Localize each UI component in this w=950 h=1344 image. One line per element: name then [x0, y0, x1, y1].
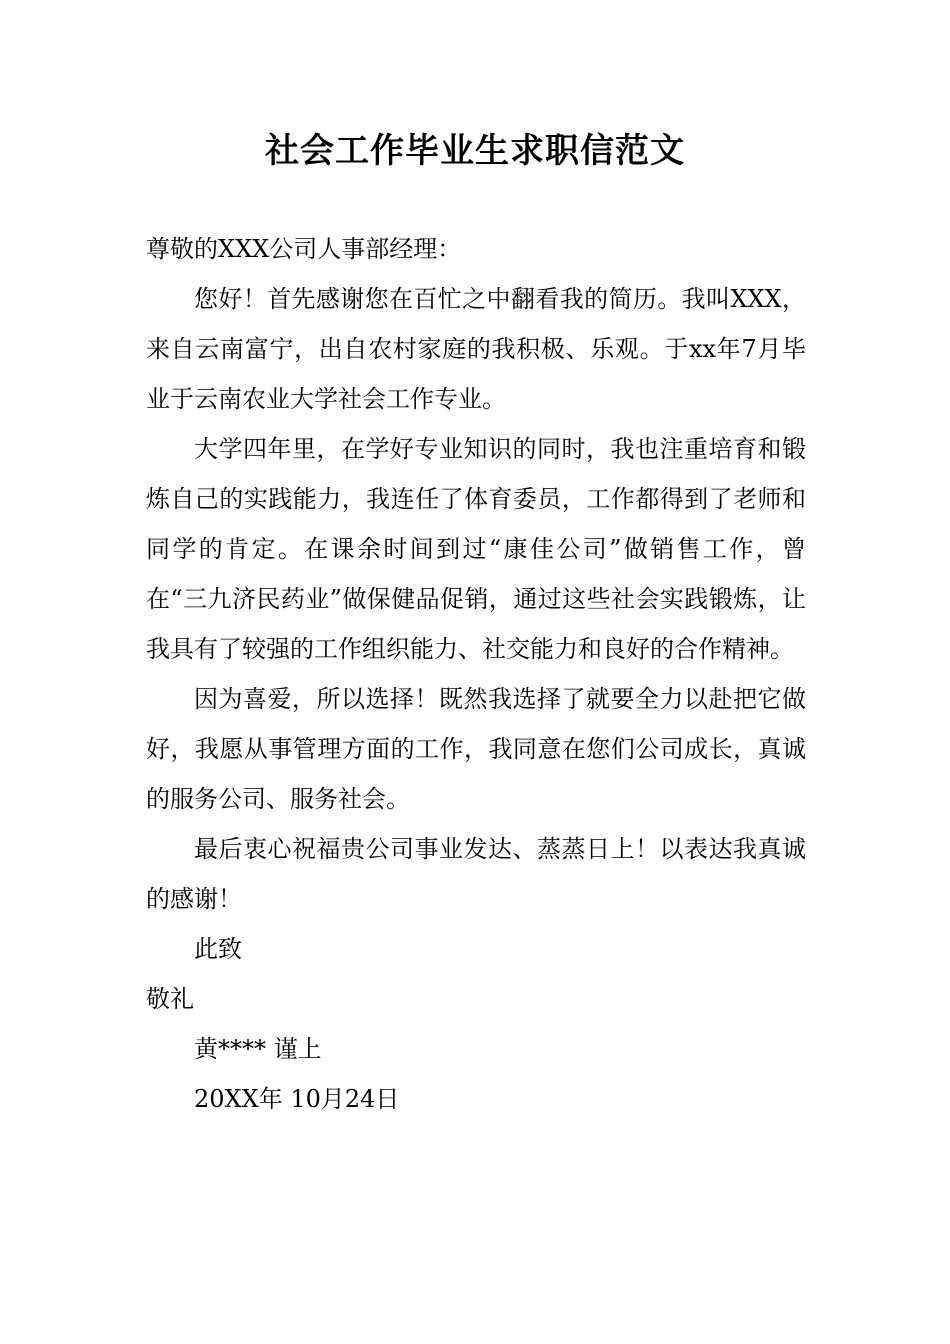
- date: 20XX年 10月24日: [194, 1085, 400, 1113]
- signature: 黄**** 谨上: [194, 1035, 322, 1063]
- document-title: 社会工作毕业生求职信范文: [265, 131, 685, 171]
- paragraph-thanks: 最后衷心祝福贵公司事业发达、蒸蒸日上！以表达我真诚的感谢！: [146, 835, 806, 913]
- letter-body: [146, 224, 806, 1124]
- salutation: 尊敬的XXX公司人事部经理：: [146, 235, 462, 263]
- paragraph-greeting: 您好！首先感谢您在百忙之中翻看我的简历。我叫XXX，来自云南富宁，出自农村家庭的我积极、乐观。于xx年7月毕业于云南农业大学社会工作专业。: [146, 285, 806, 413]
- paragraph-experience: 大学四年里，在学好专业知识的同时，我也注重培育和锻炼自己的实践能力，我连任了体育委员，工作都得到了老师和同学的肯定。在课余时间到过“康佳公司”做销售工作，曾在“三九济民药业”做保健品促销，通过这些社会实践锻炼，让我具有了较强的工作组织能力、社交能力和良好的合作精神。: [146, 435, 806, 663]
- closing-line-1: 此致: [194, 935, 242, 963]
- paragraph-motivation: 因为喜爱，所以选择！既然我选择了就要全力以赴把它做好，我愿从事管理方面的工作，我同意在您们公司成长，真诚的服务公司、服务社会。: [146, 685, 806, 813]
- closing-line-2: 敬礼: [146, 985, 194, 1013]
